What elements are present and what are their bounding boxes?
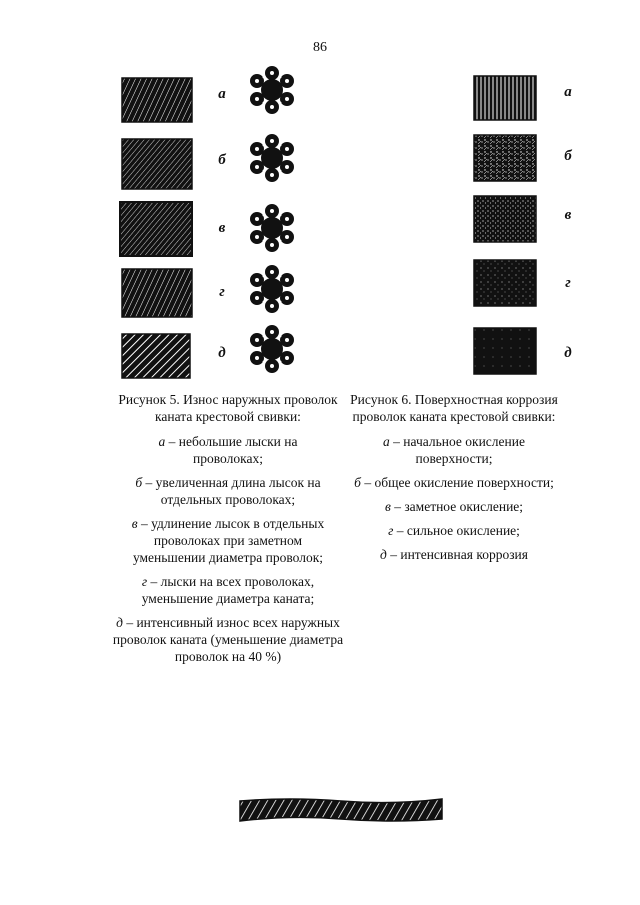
fig5-letter-b: б [218,152,226,168]
fig5-caption [108,391,348,672]
fig5-caption-title: Рисунок 5. Износ наружных проволок каната крестовой свивки: [118,392,338,424]
fig5-letter-c: в [218,220,226,236]
fig6-rope-c [472,194,538,244]
page-number: 86 [313,40,327,55]
fig6-caption-title: Рисунок 6. Поверхностная коррозия проволок каната крестовой свивки: [350,392,558,424]
fig5-rope-b [120,137,194,191]
fig6-letter-c: в [564,207,572,223]
fig5-letter-e: д [218,345,226,361]
fig6-rope-d [472,258,538,308]
fig5-cross-section-a [246,66,298,114]
fig6-caption-item: д – интенсивная коррозия [380,547,528,562]
fig5-caption-item: в – удлинение лысок в отдельных проволоках при заметном уменьшении диаметра проволок; [131,516,325,565]
fig5-caption-item: г – лыски на всех проволоках, уменьшение диаметра каната; [141,574,315,606]
fig5-cross-section-b [246,134,298,182]
fig5-letter-a: а [218,86,226,102]
decorative-rope-ornament [238,795,444,825]
fig5-caption-item: б – увеличенная длина лысок на отдельных проволоках; [135,475,321,507]
fig5-rope-a [120,76,194,124]
fig6-caption [338,391,570,570]
fig6-letter-d: г [565,275,571,291]
fig6-caption-item: в – заметное окисление; [384,499,524,514]
fig6-caption-item: а – начальное окисление поверхности; [383,434,525,466]
fig5-cross-section-d [246,265,298,313]
fig5-cross-section-e [246,325,298,373]
fig5-caption-item: д – интенсивный износ всех наружных проволок каната (уменьшение диаметра проволок на 40 %) [112,615,344,664]
fig6-letter-a: а [564,84,572,100]
fig5-rope-c [118,200,194,258]
fig6-caption-item: г – сильное окисление; [388,523,520,538]
fig6-rope-a [472,74,538,122]
fig5-cross-section-c [246,204,298,252]
fig6-letter-b: б [564,148,572,164]
fig5-rope-e [120,332,192,380]
fig6-letter-e: д [564,345,572,361]
fig5-caption-item: а – небольшие лыски на проволоках; [158,434,298,466]
fig5-rope-d [120,267,194,319]
fig6-caption-item: б – общее окисление поверхности; [354,475,554,490]
fig6-rope-b [472,133,538,183]
fig5-letter-d: г [219,284,225,300]
fig6-rope-e [472,326,538,376]
